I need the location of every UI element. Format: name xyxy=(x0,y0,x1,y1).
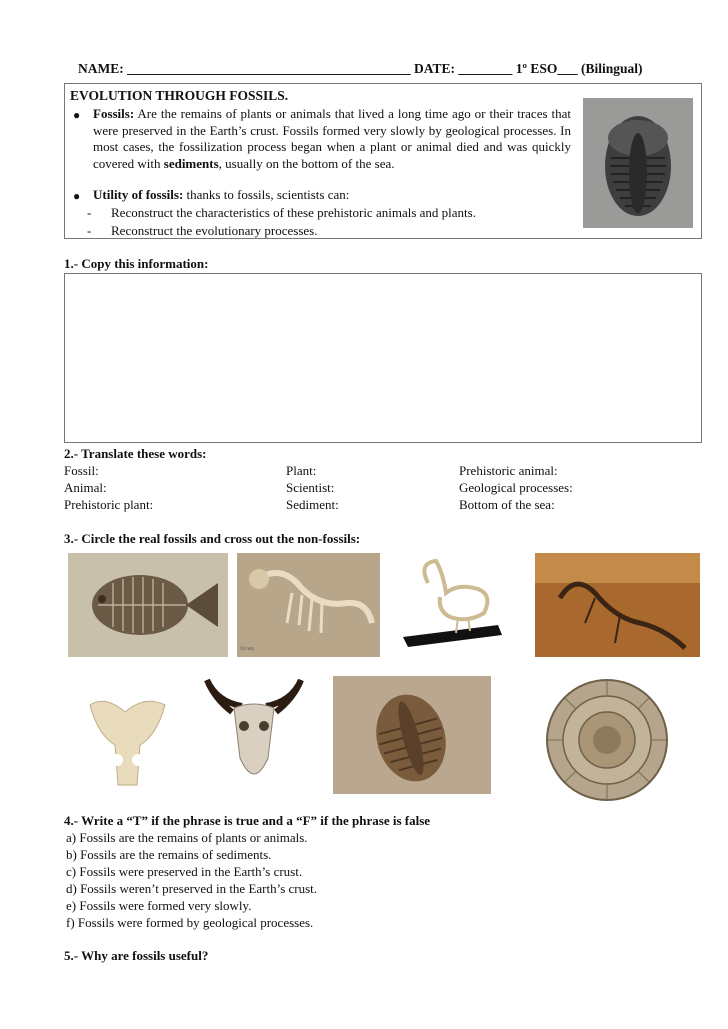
bird-skeleton-image[interactable] xyxy=(398,553,504,657)
scale-label: 30 mm xyxy=(240,647,255,652)
list-item: - Reconstruct the evolutionary processes. xyxy=(87,223,318,238)
trilobite-fossil-image xyxy=(583,98,693,228)
translate-word: Sediment: xyxy=(286,497,339,512)
fish-fossil-image[interactable] xyxy=(68,553,228,657)
question-4-title: 4.- Write a “T” if the phrase is true and a “F” if the phrase is false xyxy=(64,813,431,828)
intro-box xyxy=(64,83,702,239)
utility-term: Utility of fossils: xyxy=(93,187,184,202)
statement-item: b) Fossils are the remains of sediments. xyxy=(66,847,272,862)
translate-word: Animal: xyxy=(64,480,107,495)
list-item: - Reconstruct the characteristics of these prehistoric animals and plants. xyxy=(87,205,476,220)
copy-answer-box[interactable] xyxy=(64,273,702,443)
translate-word: Bottom of the sea: xyxy=(459,497,555,512)
statement-item: a) Fossils are the remains of plants or animals. xyxy=(66,830,308,845)
utility-text: thanks to fossils, scientists can: xyxy=(186,187,350,202)
question-2-title: 2.- Translate these words: xyxy=(64,446,207,461)
bullet-icon: ● xyxy=(73,189,81,203)
translate-word: Fossil: xyxy=(64,463,99,478)
name-date-header: NAME: __________________________________________ DATE: ________ 1º ESO___ (Bilingual) xyxy=(78,61,643,76)
ammonite-fossil-image[interactable] xyxy=(517,676,697,804)
statement-item: c) Fossils were preserved in the Earth’s crust. xyxy=(66,864,303,879)
fossils-text-2: , usually on the bottom of the sea. xyxy=(218,155,395,171)
question-1-title: 1.- Copy this information: xyxy=(64,256,209,271)
translate-word: Prehistoric plant: xyxy=(64,497,154,512)
translate-word: Scientist: xyxy=(286,480,335,495)
statement-item: e) Fossils were formed very slowly. xyxy=(66,898,252,913)
dinosaur-fossil-image[interactable] xyxy=(237,553,380,657)
statement-item: d) Fossils weren’t preserved in the Earth’s crust. xyxy=(66,881,318,896)
translate-word: Prehistoric animal: xyxy=(459,463,558,478)
reptile-fossil-image[interactable] xyxy=(535,553,700,657)
trilobite-fossil-image[interactable] xyxy=(333,676,491,794)
sediments-term: sediments xyxy=(163,155,219,171)
question-5-title: 5.- Why are fossils useful? xyxy=(64,948,209,963)
bullet-icon: ● xyxy=(73,108,81,122)
intro-title: EVOLUTION THROUGH FOSSILS. xyxy=(70,88,289,103)
translate-word: Geological processes: xyxy=(459,480,573,495)
statement-item: f) Fossils were formed by geological processes. xyxy=(66,915,314,930)
fossils-term: Fossils: xyxy=(93,106,135,121)
utility-line xyxy=(93,187,349,203)
translate-word: Plant: xyxy=(286,463,317,478)
fossils-text-1: Are the remains of plants or animals that lived a long time ago or their traces that were preserved in the Earth’s crust. Fossils formed very slowly by geological processes. In most cases, the fossilization process began when a plant or animal died and was quickly covered with xyxy=(93,106,571,171)
question-3-title: 3.- Circle the real fossils and cross out the non-fossils: xyxy=(64,531,361,546)
pelvis-bone-image[interactable] xyxy=(85,690,170,795)
bull-skull-image[interactable] xyxy=(202,678,306,793)
fossils-definition xyxy=(93,106,571,172)
